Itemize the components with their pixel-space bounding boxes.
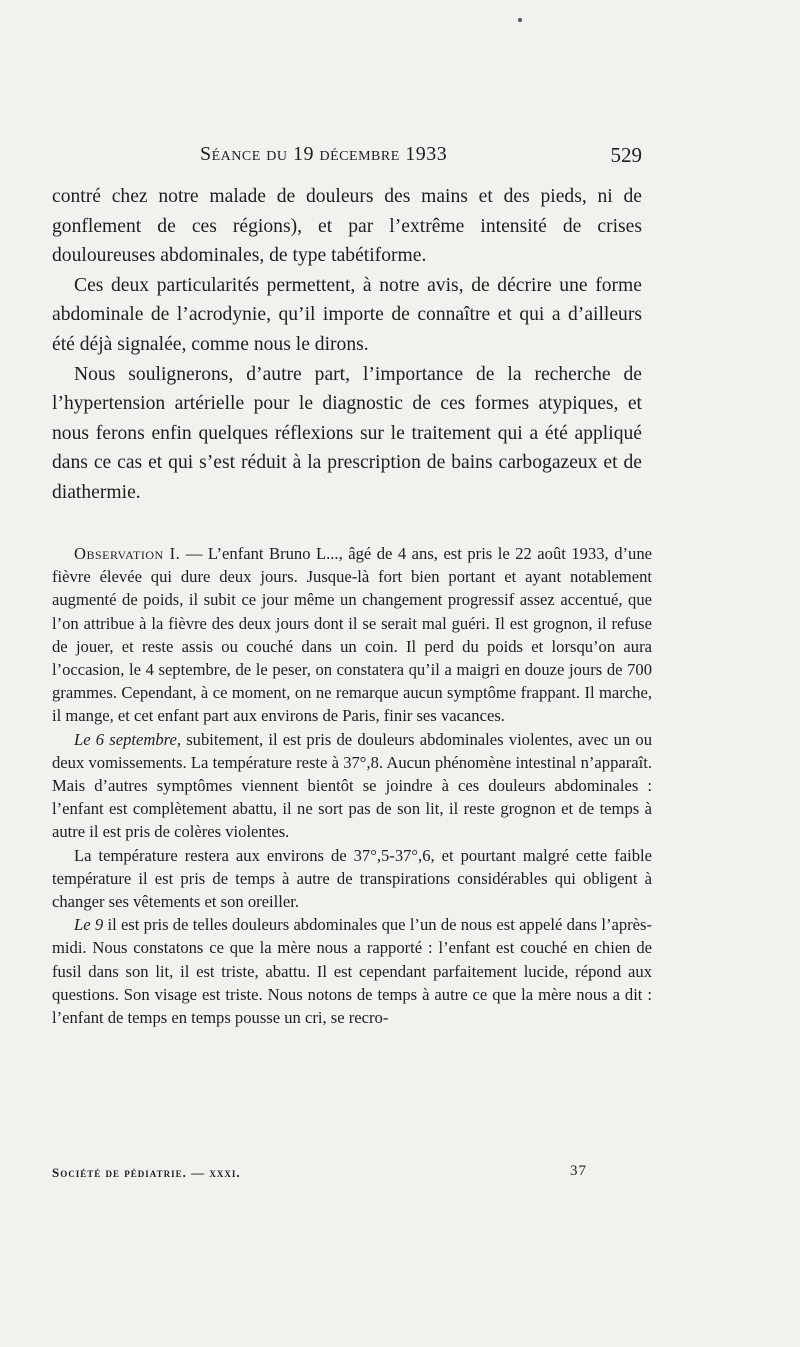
title-month: décembre: [319, 143, 400, 165]
page-footer: [52, 1163, 642, 1185]
date-sept-9: Le 9: [74, 915, 104, 935]
paragraph-3: Nous soulignerons, d’autre part, l’importance de la recherche de l’hypertension artérielle pour le diagnostic de ces formes atypiques, et nous ferons enfin quelques réflexions sur le traitement qui a été appliqué dans ce cas et qui s’est réduit à la prescription de bains carbogazeux et de diathermie.: [52, 363, 642, 503]
date-sept-6: Le 6 septembre,: [74, 729, 182, 749]
paper-speck: [518, 18, 522, 22]
title-part1: Séance du: [200, 143, 288, 165]
footer-signature: Société de pédiatrie. — xxxi.: [52, 1165, 241, 1180]
running-title: [200, 143, 447, 166]
observation-section: [52, 542, 652, 1029]
observation-text-2: subitement, il est pris de douleurs abdominales violentes, avec un ou deux vomissements. La température reste à 37°,8. Aucun phénomène intestinal n’apparaît. Mais d’autres symptômes viennent bientôt se joindre à ces douleurs abdominales : l’enfant est complètement abattu, il ne sort pas de son lit, il reste grognon et de temps à autre il est pris de colères violentes.: [52, 729, 652, 842]
observation-heading: Observation I.: [74, 544, 181, 563]
observation-paragraph-3: La température restera aux environs de 37°,5-37°,6, et pourtant malgré cette faible température il est pris de temps à autre de transpirations considérables qui obligent à changer ses vêtements et son oreiller.: [52, 845, 652, 912]
observation-text-1: — L’enfant Bruno L..., âgé de 4 ans, est pris le 22 août 1933, d’une fièvre élevée qui dure deux jours. Jusque-là fort bien portant et ayant notablement augmenté de poids, il subit ce jour même un changement progressif assez accentué, que l’on attribue à la fièvre des deux jours dont il se serait mal guéri. Il est grognon, il refuse de jouer, et reste assis ou couché dans un coin. Il perd du poids et lorsqu’on aura l’occasion, le 4 septembre, de le peser, on constatera qu’il a maigri en douze jours de 700 grammes. Cependant, à ce moment, on ne remarque aucun symptôme frappant. Il marche, il mange, et cet enfant part aux environs de Paris, finir ses vacances.: [52, 544, 652, 726]
main-text: [52, 182, 642, 508]
title-day: 19: [293, 143, 315, 165]
page-number: 529: [610, 143, 642, 167]
paragraph-1: contré chez notre malade de douleurs des mains et des pieds, ni de gonflement de ces régions), et par l’extrême intensité de crises douloureuses abdominales, de type tabétiforme.: [52, 186, 642, 267]
observation-paragraph-2: [52, 728, 652, 844]
observation-text-4: il est pris de telles douleurs abdominales que l’un de nous est appelé dans l’après-midi. Nous constatons ce que la mère nous a rapporté : l’enfant est couché en chien de fusil dans son lit, il est triste, abattu. Il est cependant parfaitement lucide, répond aux questions. Son visage est triste. Nous notons de temps à autre ce que la mère nous a dit : l’enfant de temps en temps pousse un cri, se recro-: [52, 915, 652, 1028]
paragraph-2: Ces deux particularités permettent, à notre avis, de décrire une forme abdominale de l’acrodynie, qu’il importe de connaître et qui a d’ailleurs été déjà signalée, comme nous le dirons.: [52, 274, 642, 355]
observation-paragraph-1: [52, 542, 652, 728]
title-year: 1933: [405, 143, 448, 165]
running-header: [52, 143, 642, 171]
signature-number: 37: [570, 1163, 587, 1179]
observation-paragraph-4: [52, 913, 652, 1029]
